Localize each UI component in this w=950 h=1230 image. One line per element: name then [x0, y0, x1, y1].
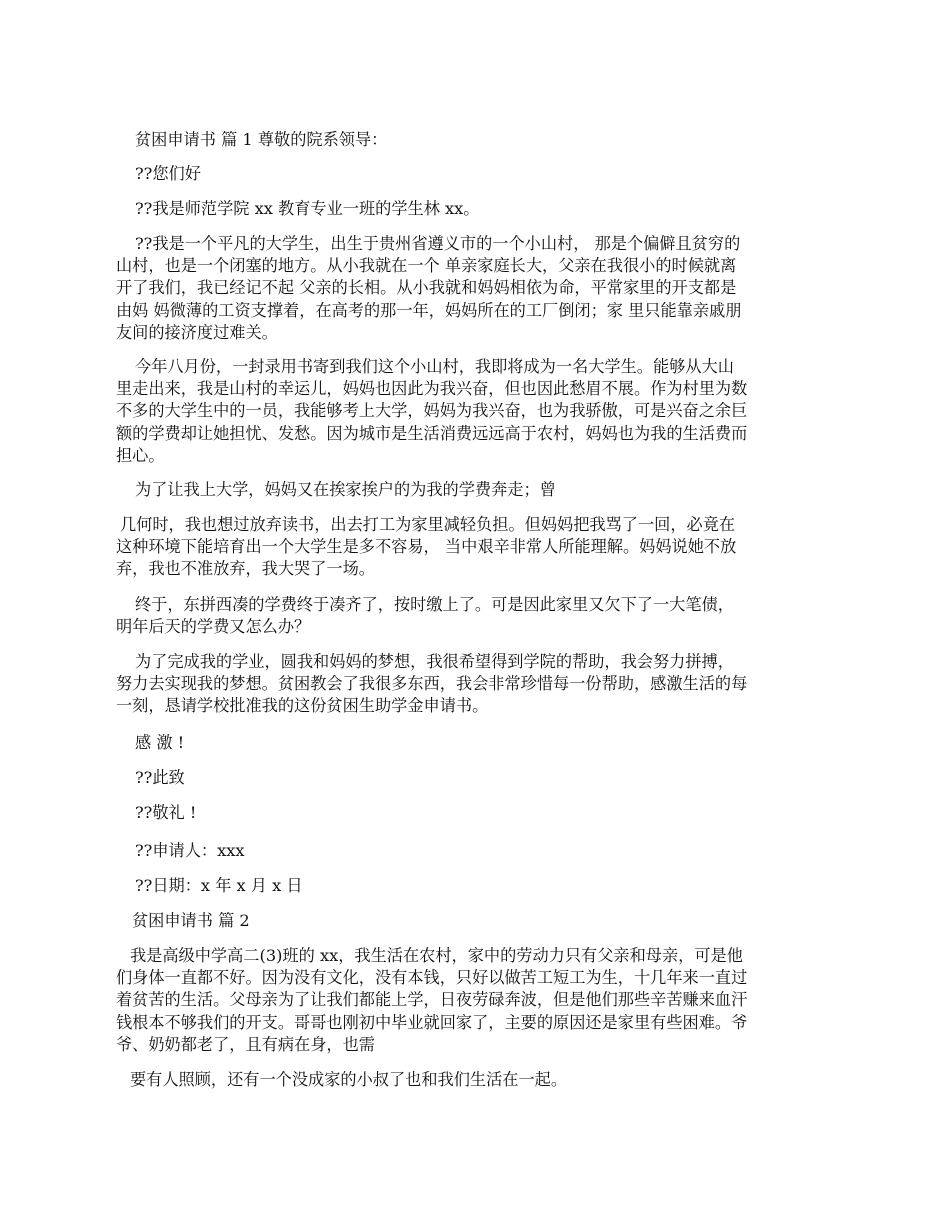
text-line: 开了我们，我已经记不起 父亲的长相。从小我就和妈妈相依为命，平常家里的开支都是	[116, 278, 737, 298]
paragraph-5-admission	[116, 356, 842, 467]
text-line: ??日期：x 年 x 月 x 日	[135, 876, 303, 895]
text-line: 山村，也是一个闭塞的地方。从小我就在一个 单亲家庭长大，父亲在我很小的时候就离	[116, 256, 737, 276]
text-line: 努力去实现我的梦想。贫困教会了我很多东西，我会非常珍惜每一份帮助，感激生活的每	[116, 674, 748, 694]
text-line: 友间的接济度过难关。	[116, 322, 278, 342]
text-line: 这种环境下能培育出一个大学生是多不容易， 当中艰辛非常人所能理解。妈妈说她不放	[116, 537, 737, 557]
paragraph-14-date	[135, 875, 861, 897]
text-line: 由妈 妈微薄的工资支撑着，在高考的那一年，妈妈所在的工厂倒闭；家 里只能靠亲戚朋	[116, 300, 742, 320]
text-line: 终于，东拼西凑的学费终于凑齐了，按时缴上了。可是因此家里又欠下了一大笔债，	[135, 595, 734, 614]
paragraph-17-care	[130, 1069, 856, 1091]
paragraph-2-greeting	[135, 163, 861, 185]
text-line: 要有人照顾，还有一个没成家的小叔了也和我们生活在一起。	[130, 1070, 568, 1089]
text-line: ??敬礼 !	[135, 803, 197, 822]
paragraph-6-mother	[135, 479, 861, 501]
text-line: 一刻，恳请学校批准我的这份贫困生助学金申请书。	[116, 696, 489, 716]
text-line: 明年后天的学费又怎么办？	[116, 617, 311, 637]
text-line: 着贫苦的生活。父母亲为了让我们都能上学，日夜劳碌奔波，但是他们那些辛苦赚来血汗	[116, 990, 748, 1010]
text-line: ??申请人：xxx	[135, 841, 245, 860]
text-line: 不多的大学生中的一员，我能够考上大学，妈妈为我兴奋，也为我骄傲，可是兴奋之余巨	[116, 401, 748, 421]
paragraph-13-applicant	[135, 840, 861, 862]
text-line: 为了完成我的学业，圆我和妈妈的梦想，我很希望得到学院的帮助，我会努力拼搏，	[135, 652, 734, 671]
paragraph-1-heading	[135, 129, 861, 151]
paragraph-11-closing	[135, 767, 861, 789]
text-line: 们身体一直都不好。因为没有文化，没有本钱，只好以做苦工短工为生，十几年来一直过	[116, 968, 748, 988]
text-line: 额的学费却让她担忧、发愁。因为城市是生活消费远远高于农村，妈妈也为我的生活费而	[116, 423, 748, 443]
text-line: 为了让我上大学，妈妈又在挨家挨户的为我的学费奔走；曾	[135, 480, 556, 499]
paragraph-8-debt	[116, 594, 842, 638]
paragraph-3-intro	[135, 198, 861, 220]
paragraph-12-salute	[135, 802, 861, 824]
paragraph-16-family	[116, 945, 842, 1056]
text-line: 担心。	[116, 445, 165, 465]
text-line: 我是高级中学高二(3)班的 xx，我生活在农村，家中的劳动力只有父亲和母亲，可是他	[130, 946, 743, 965]
text-line: ??我是一个平凡的大学生，出生于贵州省遵义市的一个小山村， 那是个偏僻且贫穷的	[135, 234, 741, 253]
paragraph-15-heading-2	[132, 910, 858, 932]
text-line: ??您们好	[135, 164, 201, 183]
text-line: 贫困申请书 篇 2	[132, 911, 250, 930]
paragraph-10-thanks	[135, 732, 861, 754]
text-line: ??此致	[135, 768, 185, 787]
text-line: 感 激 !	[135, 733, 185, 752]
text-line: 里走出来，我是山村的幸运儿，妈妈也因此为我兴奋，但也因此愁眉不展。作为村里为数	[116, 379, 748, 399]
text-line: 今年八月份，一封录用书寄到我们这个小山村，我即将成为一名大学生。能够从大山	[135, 357, 734, 376]
text-line: 爷、奶奶都老了，且有病在身，也需	[116, 1034, 375, 1054]
paragraph-9-request	[116, 651, 842, 718]
paragraph-4-background	[116, 233, 842, 344]
text-line: 几何时，我也想过放弃读书，出去打工为家里减轻负担。但妈妈把我骂了一回，必竟在	[120, 515, 736, 534]
text-line: 弃，我也不准放弃，我大哭了一场。	[116, 559, 375, 579]
text-line: ??我是师范学院 xx 教育专业一班的学生林 xx。	[135, 199, 480, 218]
paragraph-7-giving-up	[116, 514, 842, 581]
text-line: 钱根本不够我们的开支。哥哥也刚初中毕业就回家了，主要的原因还是家里有些困难。爷	[116, 1012, 748, 1032]
text-line: 贫困申请书 篇 1 尊敬的院系领导：	[135, 130, 388, 149]
